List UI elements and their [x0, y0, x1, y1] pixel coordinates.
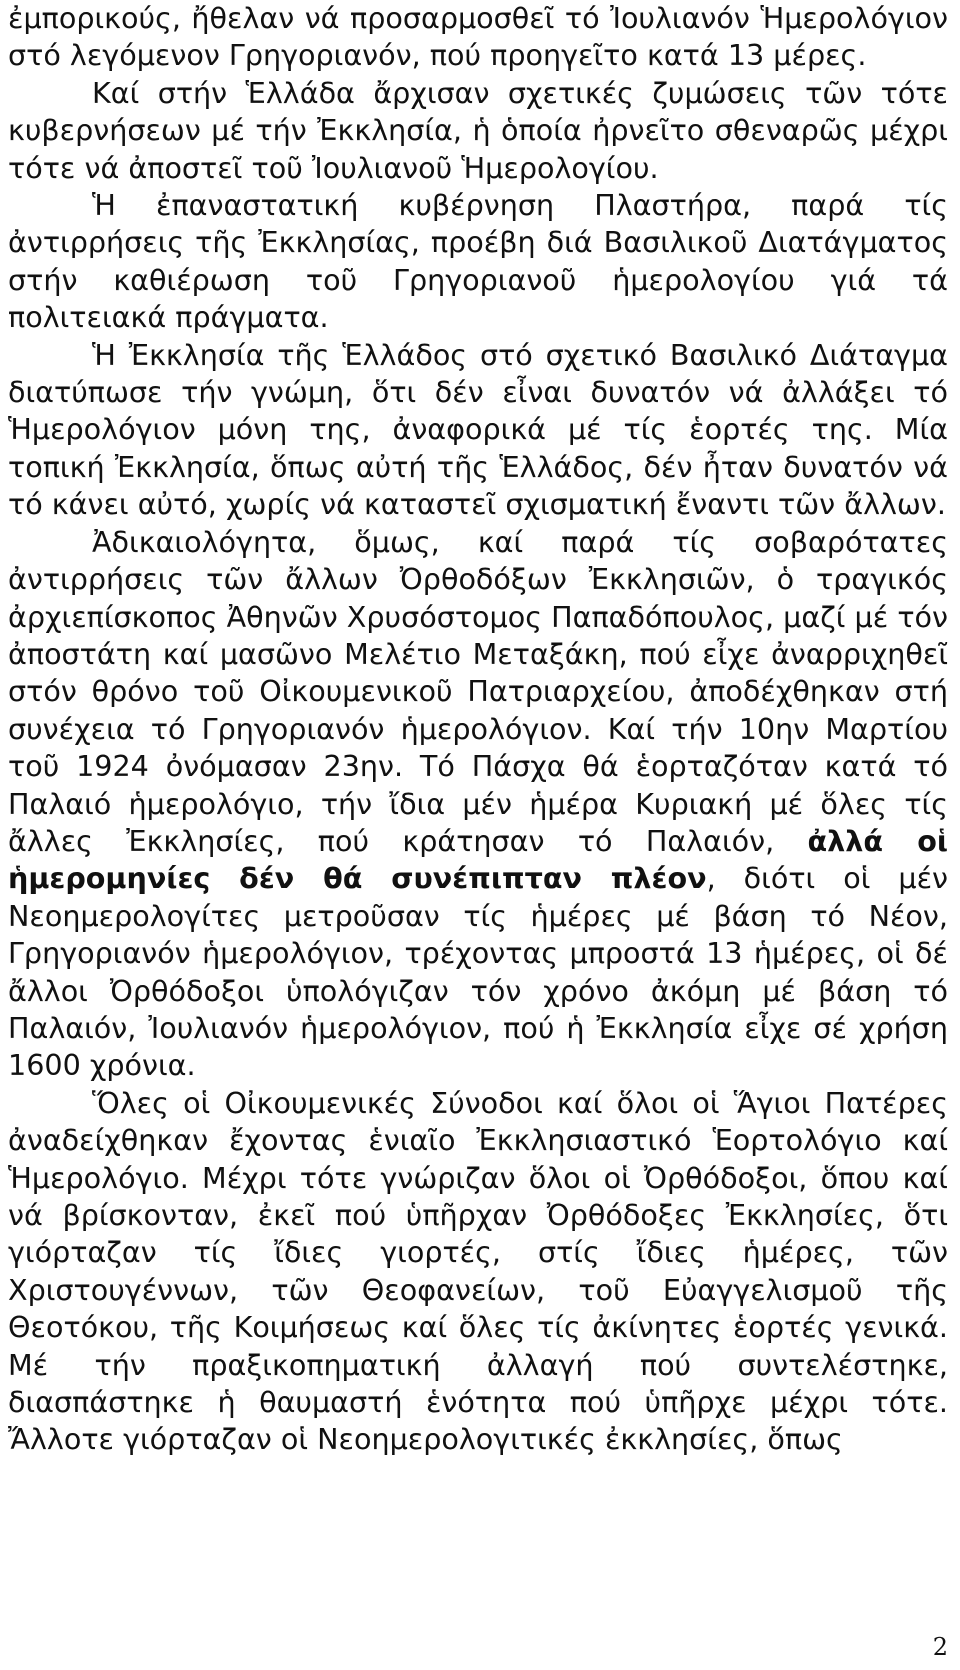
paragraph-5-text-before: Ἀδικαιολόγητα, ὅμως, καί παρά τίς σοβαρότατες ἀντιρρήσεις τῶν ἄλλων Ὀρθοδόξων Ἐκκλησιῶν, ὁ τραγικός ἀρχιεπίσκοπος Ἀθηνῶν Χρυσόστομος Παπαδόπουλος, μαζί μέ τόν ἀποστάτη καί μασῶνο Μελέτιο Μεταξάκη, πού εἶχε ἀναρριχηθεῖ στόν θρόνο τοῦ Οἰκουμενικοῦ Πατριαρχείου, ἀποδέχθηκαν στή συνέχεια τό Γρηγοριανόν ἡμερολόγιον. Καί τήν 10ην Μαρτίου τοῦ 1924 ὀνόμασαν 23ην. Τό Πάσχα θά ἑορταζόταν κατά τό Παλαιό ἡμερολόγιο, τήν ἴδια μέν ἡμέρα Κυριακή μέ ὅλες τίς ἄλλες Ἐκκλησίες, πού κράτησαν τό Παλαιόν, [8, 524, 948, 858]
page-number: 2 [932, 1633, 948, 1661]
paragraph-4: Ἡ Ἐκκλησία τῆς Ἑλλάδος στό σχετικό Βασιλικό Διάταγμα διατύπωσε τήν γνώμη, ὅτι δέν εἶναι δυνατόν νά ἀλλάξει τό Ἡμερολόγιον μόνη της, ἀναφορικά μέ τίς ἑορτές της. Μία τοπική Ἐκκλησία, ὅπως αὐτή τῆς Ἑλλάδος, δέν ἦταν δυνατόν νά τό κάνει αὐτό, χωρίς νά καταστεῖ σχισματική ἔναντι τῶν ἄλλων. [8, 337, 948, 522]
paragraph-5-bold-text: ἀλλά οἱ ἡμερομηνίες δέν θά συνέπιπταν πλέον [8, 823, 948, 896]
paragraph-3: Ἡ ἐπαναστατική κυβέρνηση Πλαστήρα, παρά τίς ἀντιρρήσεις τῆς Ἐκκλησίας, προέβη διά Βασιλικοῦ Διατάγματος στήν καθιέρωση τοῦ Γρηγοριανοῦ ἡμερολογίου γιά τά πολιτειακά πράγματα. [8, 188, 948, 335]
document-page [8, 0, 948, 1459]
paragraph-2: Καί στήν Ἑλλάδα ἄρχισαν σχετικές ζυμώσεις τῶν τότε κυβερνήσεων μέ τήν Ἐκκλησία, ἡ ὁποία ἠρνεῖτο σθεναρῶς μέχρι τότε νά ἀποστεῖ τοῦ Ἰουλιανοῦ Ἡμερολογίου. [8, 75, 948, 185]
paragraph-1: ἐμπορικούς, ἤθελαν νά προσαρμοσθεῖ τό Ἰουλιανόν Ἡμερολόγιον στό λεγόμενον Γρηγοριανόν, πού προηγεῖτο κατά 13 μέρες. [8, 1, 948, 73]
paragraph-6: Ὅλες οἱ Οἰκουμενικές Σύνοδοι καί ὅλοι οἱ Ἅγιοι Πατέρες ἀναδείχθηκαν ἔχοντας ἑνιαῖο Ἐκκλησιαστικό Ἑορτολόγιο καί Ἡμερολόγιο. Μέχρι τότε γνώριζαν ὅλοι οἱ Ὀρθόδοξοι, ὅπου καί νά βρίσκονταν, ἐκεῖ πού ὑπῆρχαν Ὀρθόδοξες Ἐκκλησίες, ὅτι γιόρταζαν τίς ἴδιες γιορτές, στίς ἴδιες ἡμέρες, τῶν Χριστουγέννων, τῶν Θεοφανείων, τοῦ Εὐαγγελισμοῦ τῆς Θεοτόκου, τῆς Κοιμήσεως καί ὅλες τίς ἀκίνητες ἑορτές γενικά. Μέ τήν πραξικοπηματική ἀλλαγή πού συντελέστηκε, διασπάστηκε ἡ θαυμαστή ἑνότητα πού ὑπῆρχε μέχρι τότε. Ἄλλοτε γιόρταζαν οἱ Νεοημερολογιτικές ἐκκλησίες, ὅπως [8, 1085, 948, 1457]
paragraph-5-text-after: , διότι οἱ μέν Νεοημερολογίτες μετροῦσαν τίς ἡμέρες μέ βάση τό Νέον, Γρηγοριανόν ἡμερολόγιον, τρέχοντας μπροστά 13 ἡμέρες, οἱ δέ ἄλλοι Ὀρθόδοξοι ὑπολόγιζαν τόν χρόνο ἀκόμη μέ βάση τό Παλαιόν, Ἰουλιανόν ἡμερολόγιον, πού ἡ Ἐκκλησία εἶχε σέ χρήση 1600 χρόνια. [8, 861, 948, 1083]
paragraph-5 [8, 524, 948, 1085]
